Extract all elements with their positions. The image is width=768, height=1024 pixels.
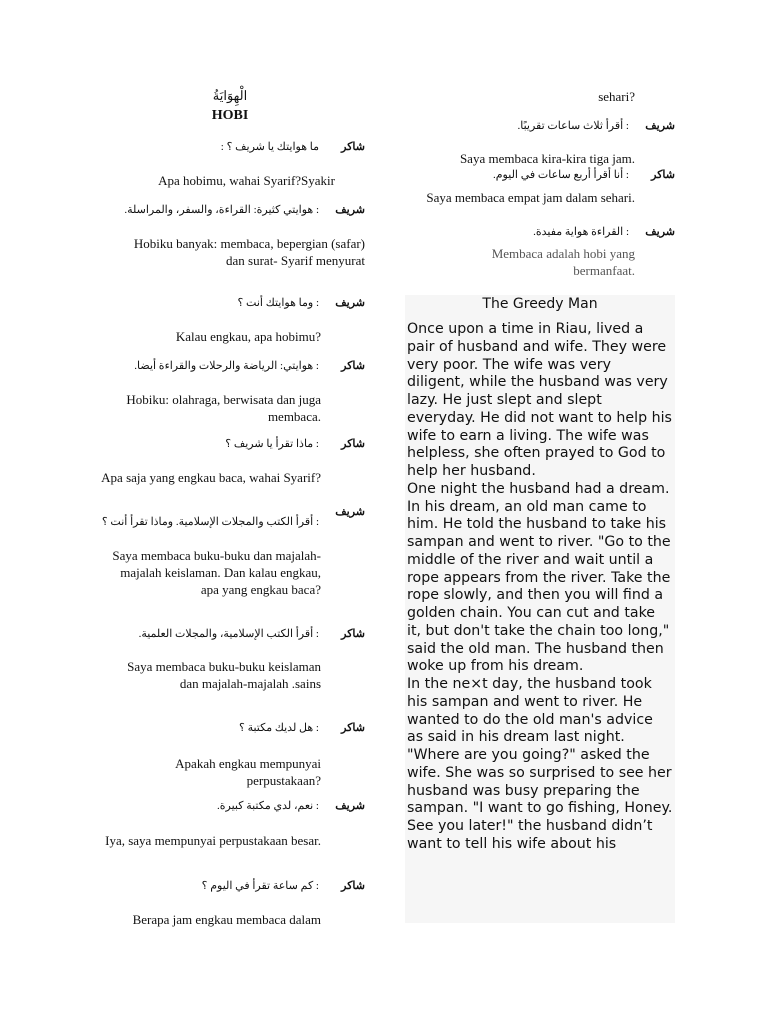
- arabic-text: : وما هوايتك أنت ؟: [237, 297, 319, 309]
- arabic-line: [95, 203, 365, 221]
- speaker-name: شريف: [645, 226, 675, 238]
- speaker-name: شاكر: [341, 628, 365, 640]
- speaker-name: شاكر: [341, 360, 365, 372]
- translation-line: Saya membaca empat jam dalam sehari.: [426, 190, 635, 205]
- translation-line: Iya, saya mempunyai perpustakaan besar.: [105, 833, 321, 848]
- story-paragraph: Once upon a time in Riau, lived a pair of husband and wife. They were very poor. The wife was very diligent, while the husband was very lazy. He just slept and slept everyday. He did not want to help his wife to earn a living. The wife was helpless, she often prayed to God to help her husband.: [407, 321, 672, 479]
- title-latin: HOBI: [211, 108, 249, 123]
- arabic-line: [95, 879, 365, 897]
- arabic-line: [95, 505, 365, 528]
- translation-line: Saya membaca buku-buku dan majalah-majalah keislaman. Dan kalau engkau, apa yang engkau baca?: [112, 548, 321, 597]
- speaker-name: شاكر: [651, 169, 675, 181]
- speaker-name: شاكر: [341, 880, 365, 892]
- speaker-name: شاكر: [341, 141, 365, 153]
- arabic-text: : ماذا تقرأ يا شريف ؟: [225, 438, 319, 450]
- translation-line: Membaca adalah hobi yang bermanfaat.: [491, 246, 635, 278]
- arabic-text: : أقرأ الكتب والمجلات الإسلامية. وماذا تقرأ أنت ؟: [101, 516, 319, 528]
- speaker-name: شريف: [335, 800, 365, 812]
- arabic-line: [95, 437, 365, 455]
- story-title: The Greedy Man: [482, 296, 598, 312]
- arabic-text: : القراءة هواية مفيدة.: [533, 226, 629, 238]
- arabic-line: [405, 168, 675, 186]
- arabic-text: : هوايتي كثيرة: القراءة، والسفر، والمراسلة.: [124, 204, 319, 216]
- arabic-line: [95, 627, 365, 645]
- story-box: [405, 295, 675, 923]
- arabic-text: : هل لديك مكتبة ؟: [239, 722, 319, 734]
- speaker-name: شريف: [645, 120, 675, 132]
- arabic-text: : نعم، لدي مكتبة كبيرة.: [217, 800, 319, 812]
- arabic-line: [405, 225, 675, 243]
- translation-line: sehari?: [598, 89, 635, 104]
- translation-line: Kalau engkau, apa hobimu?: [175, 329, 321, 344]
- arabic-line: [95, 140, 365, 158]
- arabic-text: : أنا أقرأ أربع ساعات في اليوم.: [493, 169, 629, 181]
- speaker-name: شريف: [335, 204, 365, 216]
- translation-line: Hobiku banyak: membaca, bepergian (safar) dan surat- Syarif menyurat: [133, 236, 365, 268]
- translation-line: Apakah engkau mempunyai perpustakaan?: [175, 756, 321, 788]
- speaker-name: شريف: [335, 506, 365, 518]
- arabic-text: : هوايتي: الرياضة والرحلات والقراءة أيضا.: [134, 360, 319, 372]
- arabic-text: : أقرأ الكتب الإسلامية، والمجلات العلمية.: [138, 628, 319, 640]
- arabic-line: [95, 296, 365, 314]
- story-paragraph: In the ne×t day, the husband took his sampan and went to river. He wanted to do the old man's advice as said in his dream last night. "Where are you going?" asked the wife. She was so surprised to see her husband was busy preparing the sampan. "I want to go fishing, Honey. See you later!" the husband didn’t want to tell his wife about his: [407, 676, 673, 852]
- translation-line: Hobiku: olahraga, berwisata dan juga membaca.: [126, 392, 321, 424]
- translation-line: Apa saja yang engkau baca, wahai Syarif?: [101, 470, 321, 485]
- arabic-text: : أقرأ ثلاث ساعات تقريبًا.: [517, 120, 629, 132]
- arabic-line: [405, 119, 675, 137]
- arabic-line: [95, 359, 365, 377]
- arabic-text: : كم ساعة تقرأ في اليوم ؟: [201, 880, 319, 892]
- speaker-name: شاكر: [341, 438, 365, 450]
- translation-line: Berapa jam engkau membaca dalam: [132, 912, 321, 927]
- translation-line: Saya membaca kira-kira tiga jam.: [459, 151, 635, 166]
- translation-line: Apa hobimu, wahai Syarif?Syakir: [158, 173, 335, 188]
- speaker-name: شريف: [335, 297, 365, 309]
- speaker-name: شاكر: [341, 722, 365, 734]
- translation-line: Saya membaca buku-buku keislaman dan majalah-majalah .sains: [127, 659, 321, 691]
- story-body: [405, 319, 675, 854]
- arabic-text: ما هوايتك يا شريف ؟ :: [220, 141, 319, 153]
- arabic-line: [95, 799, 365, 817]
- arabic-line: [95, 721, 365, 739]
- story-paragraph: One night the husband had a dream. In his dream, an old man came to him. He told the husband to take his sampan and went to river. "Go to the middle of the river and wait until a rope appears from the river. Take the rope slowly, and then you will find a golden chain. You can cut and take it, but don't take the chain too long," said the old man. The husband then woke up from his dream.: [407, 480, 671, 675]
- title-arabic: الْهِوَايَةُ: [212, 88, 248, 103]
